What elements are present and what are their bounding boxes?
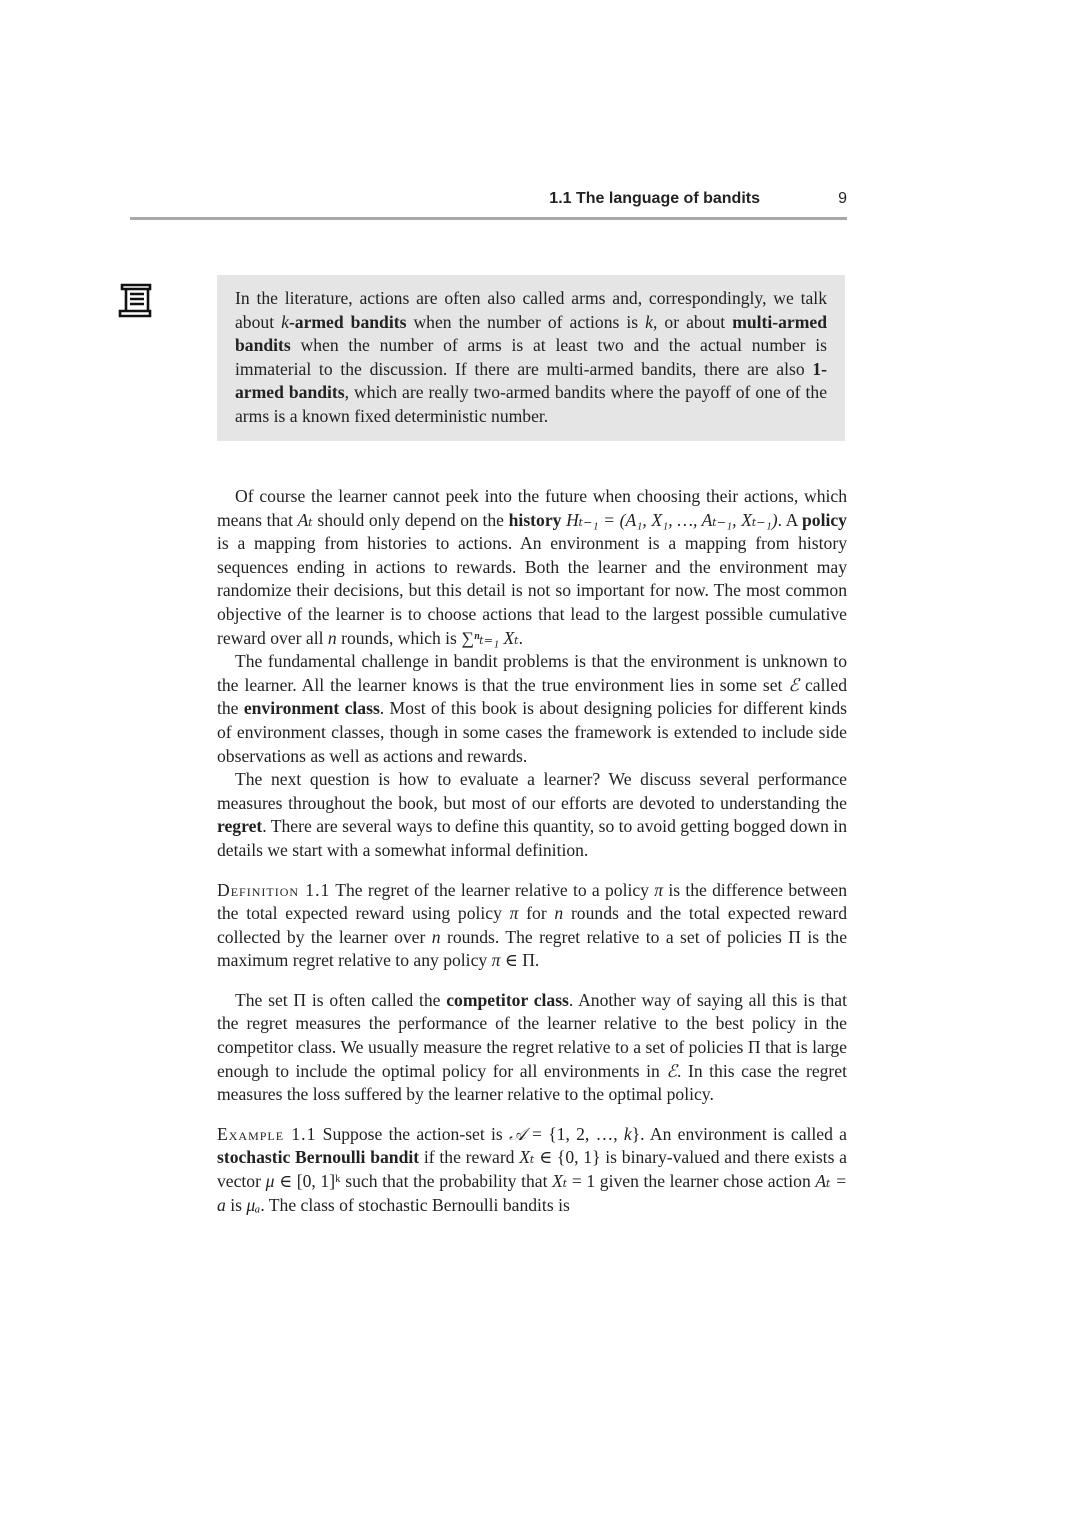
text-run: . In this case the regret measures the loss suffered by the learner relative to the optimal policy. [217, 1060, 847, 1105]
text-run: . The class of stochastic Bernoulli bandits is [260, 1194, 570, 1215]
text-run: should only depend on the [312, 509, 509, 530]
text-run: . There are several ways to define this quantity, so to avoid getting bogged down in details we start with a somewhat informal definition. [217, 816, 847, 860]
text-run: Of course the learner cannot peek into the future when choosing their actions, which means that [217, 486, 847, 530]
paragraph [217, 485, 847, 650]
math-expression: π [491, 950, 501, 971]
text-run: when the number of arms is at least two and the actual number is immaterial to the discussion. If there are multi-armed bandits, there are also [235, 335, 827, 379]
math-expression: k [645, 311, 653, 332]
paragraph [217, 650, 847, 768]
math-expression: ∑ⁿₜ₌₁ Xₜ [461, 627, 519, 648]
text-run: rounds. The regret relative to a set of policies Π is the maximum regret relative to any policy [217, 926, 847, 971]
section-title: 1.1 The language of bandits [549, 190, 760, 207]
bold-term: -armed bandits [288, 311, 407, 332]
text-run: The regret of the learner relative to a policy [330, 879, 655, 900]
math-expression: k [623, 1123, 632, 1144]
text-run: . [518, 627, 524, 648]
math-expression: ℰ [666, 1060, 678, 1081]
bold-term: regret [217, 816, 263, 837]
text-run: if the reward [419, 1147, 520, 1168]
text-run: Suppose the action-set is [316, 1123, 510, 1144]
text-run: is a mapping from histories to actions. An environment is a mapping from history sequences ending in actions to rewards. Both the learner and the environment may randomize their decisions, but this detail is not so important for now. The most common objective of the learner is to choose actions that lead to the largest possible cumulative reward over all [217, 533, 847, 648]
math-expression: ℰ [788, 674, 800, 695]
math-expression: k [281, 311, 289, 332]
text-run: }. An environment is called a [631, 1123, 847, 1144]
math-expression: π [654, 879, 664, 900]
math-expression: n [431, 926, 441, 947]
math-expression: 𝒜 [509, 1123, 526, 1144]
running-header [130, 190, 847, 210]
remark-box [217, 275, 845, 441]
text-run: ∈ Π. [500, 950, 540, 971]
bold-term: environment class [243, 698, 380, 719]
text-run: The next question is how to evaluate a learner? We discuss several performance measures throughout the book, but most of our efforts are devoted to understanding the [217, 769, 847, 813]
math-expression: Aₜ = a [217, 1171, 847, 1215]
math-expression: n [554, 903, 564, 924]
bold-term: policy [802, 509, 847, 530]
text-run: . Another way of saying all this is that the regret measures the performance of the learner relative to the best policy in the competitor class. We usually measure the regret relative to a set of policies Π that is large enough to include the optimal policy for all environments in [217, 989, 847, 1081]
text-run: In the literature, actions are often also called arms and, correspondingly, we talk about [235, 288, 827, 332]
text-run: ∈ {0, 1} is binary-valued and there exists a vector [217, 1147, 847, 1192]
text-run: when the number of actions is [406, 311, 646, 332]
text-run: , which are really two-armed bandits where the payoff of one of the arms is a known fixed deterministic number. [235, 382, 828, 426]
bold-term: competitor class [446, 989, 569, 1010]
math-expression: n [327, 627, 337, 648]
math-expression: π [509, 903, 519, 924]
paragraph [217, 768, 847, 862]
math-expression: Xₜ [552, 1171, 568, 1192]
math-expression: μ [265, 1171, 275, 1192]
math-expression: μₐ [246, 1194, 261, 1215]
page-number: 9 [838, 190, 847, 207]
text-run: for [518, 903, 555, 924]
text-run: rounds, which is [336, 627, 462, 648]
math-expression: Xₜ [519, 1147, 535, 1168]
text-run: = {1, 2, …, [525, 1123, 624, 1144]
bold-term: stochastic Bernoulli bandit [217, 1147, 420, 1168]
text-run: rounds and the total expected reward collected by the learner over [217, 903, 848, 947]
main-text [217, 485, 847, 1217]
environment-label: Definition 1.1 [217, 879, 331, 900]
paragraph [217, 989, 847, 1107]
text-run: ∈ [0, 1]ᵏ such that the probability that [274, 1171, 553, 1192]
example-block [217, 1123, 847, 1217]
bold-term: 1-armed bandits [235, 358, 827, 403]
text-run: is [225, 1194, 247, 1215]
header-rule [130, 217, 847, 220]
text-run: The set Π is often called the [235, 989, 447, 1010]
bold-term: history [508, 509, 562, 530]
scroll-note-icon [116, 281, 158, 321]
text-run: . A [777, 509, 803, 530]
math-expression: Aₜ [297, 509, 313, 530]
environment-label: Example 1.1 [217, 1123, 317, 1144]
math-expression: Hₜ₋₁ = (A₁, X₁, …, Aₜ₋₁, Xₜ₋₁) [566, 509, 778, 530]
definition-block [217, 879, 847, 973]
text-run: , or about [652, 311, 733, 332]
remark-paragraph [235, 287, 827, 429]
text-run: is the difference between the total expected reward using policy [217, 879, 847, 924]
bold-term: multi-armed bandits [235, 311, 827, 356]
text-run: The fundamental challenge in bandit problems is that the environment is unknown to the learner. All the learner knows is that the true environment lies in some set [217, 651, 847, 695]
text-run: = 1 given the learner chose action [567, 1171, 816, 1192]
text-run: called the [217, 674, 847, 719]
text-run: . Most of this book is about designing policies for different kinds of environment classes, though in some cases the framework is extended to include side observations as well as actions and rewards. [217, 698, 847, 766]
